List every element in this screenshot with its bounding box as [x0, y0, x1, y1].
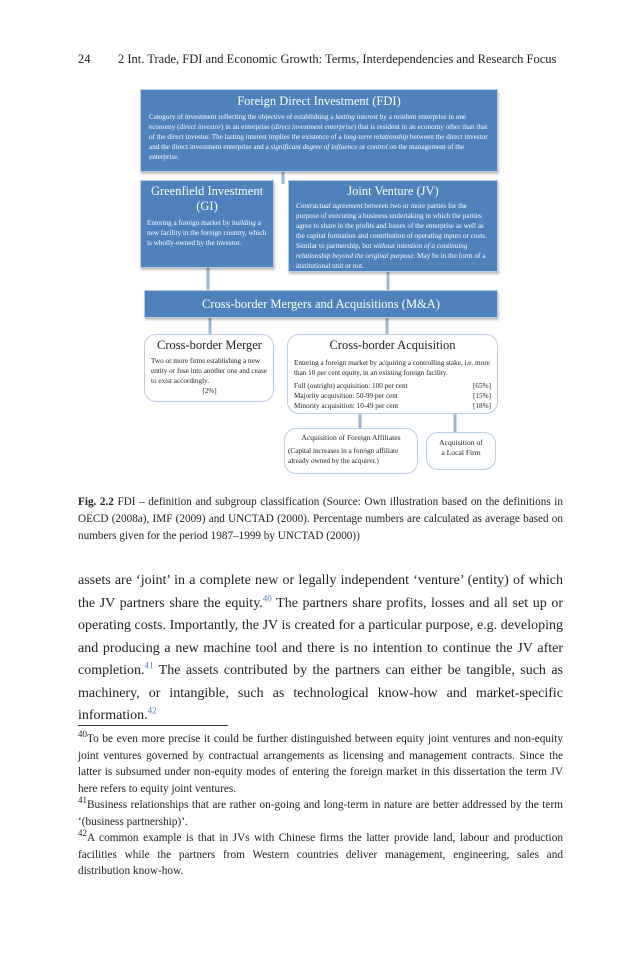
affiliates-title: Acquisition of Foreign Affiliates — [301, 433, 401, 442]
greenfield-title-line1: Greenfield Investment — [150, 184, 264, 198]
footnote-number: 41 — [78, 795, 87, 806]
greenfield-title-line2: (GI) — [196, 199, 218, 213]
local-firm-box — [426, 432, 496, 470]
acquisition-box — [287, 334, 498, 414]
running-title: 2 Int. Trade, FDI and Economic Growth: Terms, Interdependencies and Research Focus — [118, 52, 557, 66]
ma-box — [144, 290, 498, 318]
fdi-box — [140, 89, 498, 172]
greenfield-definition: Entering a foreign market by building a new facility in the foreign country, which is wholly-owned by the investor. — [147, 219, 267, 247]
footnote-41 — [78, 797, 563, 830]
footnote-divider — [78, 725, 228, 726]
fdi-title: Foreign Direct Investment (FDI) — [237, 94, 401, 108]
joint-venture-box — [288, 180, 498, 272]
merger-definition: Two or more firms establishing a new entity or fuse into another one and cease to exist accordingly. — [151, 357, 267, 385]
jv-definition: Contractual agreement between two or more parties for the purpose of executing a business undertaking in which the parties agree to share in the profits and losses of the enterprise as well as the capital formation and contribution of operating inputs or costs. Similar to partnership, but without intention of a continuing relationship beyond the original purpose. May be in the form of a institutional unit or not. — [296, 202, 487, 270]
footnote-text: Business relationships that are rather on-going and long-term in nature are better addressed by the term ‘(business partnership)’. — [78, 799, 563, 828]
fdi-definition: Category of investment reflecting the objective of establishing a lasting interest by a resident enterprise in one economy (direct investor) in an enterprise (direct investment enterprise) that is resident in an economy other than that of the direct investor. The lasting interest implies the existence of a long-term relationship between the direct investor and the direct investment enterprise and a significant degree of influence or control on the management of the enterprise. — [149, 113, 488, 161]
footnote-40 — [78, 731, 563, 797]
footnote-42 — [78, 830, 563, 880]
footnote-ref-40[interactable]: 40 — [262, 592, 272, 603]
acquisition-title: Cross-border Acquisition — [329, 338, 456, 352]
page-number: 24 — [78, 52, 91, 66]
footnote-ref-42[interactable]: 42 — [147, 705, 157, 716]
local-firm-line1: Acquisition of — [439, 438, 483, 447]
footnote-number: 40 — [78, 729, 87, 740]
footnote-ref-41[interactable]: 41 — [144, 660, 154, 671]
merger-title: Cross-border Merger — [157, 338, 262, 352]
figure-caption — [78, 494, 563, 545]
caption-text: FDI – definition and subgroup classification (Source: Own illustration based on the definitions in OECD (2008a), IMF (2009) and UNCTAD (2000). Percentage numbers are calculated as average based on numbers given for the period 1987–1999 by UNCTAD (2000)) — [78, 496, 563, 542]
body-paragraph: assets are ‘joint’ in a complete new or legally independent ‘venture’ (entity) of which the JV partners share the equity.$^{40}$ The partners share profits, losses and all set up or operating costs. Importantly, the JV is created for a particular purpose, e.g. developing and producing a new machine tool and there is no intention to continue the JV after completion.$^{41}$ The assets contributed by the partners can either be tangible, such as machinery, or intangible, such as technological know-how and market-specific information.$^{42}$ — [78, 573, 563, 723]
jv-title: Joint Venture (JV) — [347, 184, 439, 198]
affiliates-box — [284, 428, 418, 474]
acquisition-definition: Entering a foreign market by acquiring a controlling stake, i.e. more than 10 per cent equity, in an existing foreign facility. — [294, 359, 490, 377]
caption-label: Fig. 2.2 — [78, 496, 114, 508]
footnote-text: A common example is that in JVs with Chinese firms the latter provide land, labour and production facilities while the partners from Western countries deliver management, engineering, sales and distribution know-how. — [78, 832, 563, 877]
greenfield-box — [140, 180, 274, 268]
affiliates-definition: (Capital increases in a foreign affiliate already owned by the acquirer.) — [288, 447, 399, 465]
acquisition-row-minority: Minority acquisition: 10-49 per cent [18%] — [294, 402, 491, 410]
acquisition-row-full: Full (outright) acquisition: 100 per cent [65%] — [294, 382, 491, 390]
footnote-number: 42 — [78, 828, 87, 839]
footnote-text: To be even more precise it could be further distinguished between equity joint ventures and non-equity joint ventures governed by contractual arrangements as licensing and management contracts. Since the latter is subsumed under non-equity modes of entering the foreign market in this dissertation the term JV here refers to equity joint ventures. — [78, 733, 563, 795]
ma-title: Cross-border Mergers and Acquisitions (M&A) — [202, 297, 440, 311]
local-firm-line2: a Local Firm — [441, 448, 481, 457]
merger-box — [144, 334, 274, 402]
merger-share: [2%] — [202, 387, 217, 395]
acquisition-row-majority: Majority acquisition: 50-99 per cent [15%] — [294, 392, 491, 400]
